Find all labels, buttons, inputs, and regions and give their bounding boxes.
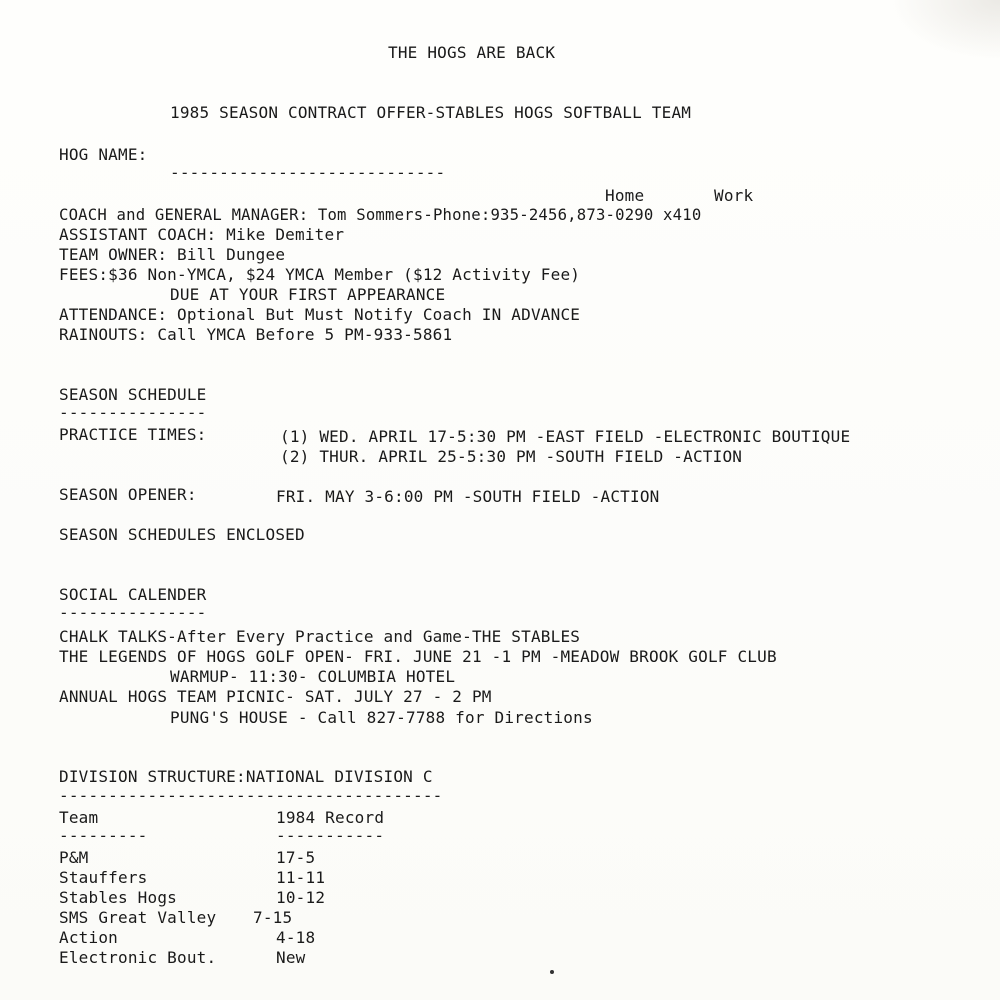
paper-stain <box>890 0 1000 60</box>
schedules-enclosed-line: SEASON SCHEDULES ENCLOSED <box>59 525 305 544</box>
team-name: Electronic Bout. <box>59 948 217 967</box>
practice-2-line: (2) THUR. APRIL 25-5:30 PM -SOUTH FIELD -ACTION <box>280 447 743 466</box>
season-schedule-heading: SEASON SCHEDULE <box>59 385 207 404</box>
coach-line: COACH and GENERAL MANAGER: Tom Sommers-Phone:935-2456,873-0290 x410 <box>59 206 702 224</box>
social-calendar-underline: --------------- <box>59 603 207 622</box>
golf-open-line: THE LEGENDS OF HOGS GOLF OPEN- FRI. JUNE 21 -1 PM -MEADOW BROOK GOLF CLUB <box>59 647 777 666</box>
fees-line: FEES:$36 Non-YMCA, $24 YMCA Member ($12 Activity Fee) <box>59 265 581 284</box>
team-record: 11-11 <box>276 868 326 887</box>
record-column-underline: ----------- <box>276 826 385 845</box>
team-name: Stables Hogs <box>59 888 177 907</box>
fees-due-line: DUE AT YOUR FIRST APPEARANCE <box>170 285 446 304</box>
team-record: 10-12 <box>276 888 326 907</box>
season-schedule-underline: --------------- <box>59 403 207 422</box>
team-owner-line: TEAM OWNER: Bill Dungee <box>59 245 286 264</box>
rainouts-line: RAINOUTS: Call YMCA Before 5 PM-933-5861 <box>59 325 453 344</box>
practice-times-label: PRACTICE TIMES: <box>59 425 207 444</box>
picnic-line: ANNUAL HOGS TEAM PICNIC- SAT. JULY 27 - 2 PM <box>59 687 492 706</box>
pungs-house-line: PUNG'S HOUSE - Call 827-7788 for Directions <box>170 708 593 727</box>
team-record: 4-18 <box>276 928 316 947</box>
team-name: Stauffers <box>59 868 148 887</box>
season-opener-label: SEASON OPENER: <box>59 485 197 504</box>
division-underline: --------------------------------------- <box>59 786 443 805</box>
document-subtitle: 1985 SEASON CONTRACT OFFER-STABLES HOGS SOFTBALL TEAM <box>170 103 692 122</box>
division-heading: DIVISION STRUCTURE:NATIONAL DIVISION C <box>59 767 433 786</box>
practice-1-line: (1) WED. APRIL 17-5:30 PM -EAST FIELD -ELECTRONIC BOUTIQUE <box>280 427 851 446</box>
home-phone-label: Home <box>605 186 645 205</box>
hog-name-blank-line: ---------------------------- <box>170 163 446 182</box>
social-calendar-heading: SOCIAL CALENDER <box>59 585 207 604</box>
team-record: 7-15 <box>253 908 293 927</box>
team-record: 17-5 <box>276 848 316 867</box>
team-column-underline: --------- <box>59 826 148 845</box>
team-name: Action <box>59 928 118 947</box>
team-name: SMS Great Valley <box>59 908 217 927</box>
team-name: P&M <box>59 848 89 867</box>
season-opener-line: FRI. MAY 3-6:00 PM -SOUTH FIELD -ACTION <box>276 487 660 506</box>
hog-name-label: HOG NAME: <box>59 145 148 164</box>
chalk-talks-line: CHALK TALKS-After Every Practice and Game-THE STABLES <box>59 627 581 646</box>
record-column-header: 1984 Record <box>276 808 385 827</box>
attendance-line: ATTENDANCE: Optional But Must Notify Coach IN ADVANCE <box>59 305 581 324</box>
ink-speck <box>550 970 554 974</box>
team-column-header: Team <box>59 808 99 827</box>
work-phone-label: Work <box>714 186 754 205</box>
document-title: THE HOGS ARE BACK <box>388 43 556 62</box>
warmup-line: WARMUP- 11:30- COLUMBIA HOTEL <box>170 667 456 686</box>
assistant-coach-line: ASSISTANT COACH: Mike Demiter <box>59 225 345 244</box>
team-record: New <box>276 948 306 967</box>
